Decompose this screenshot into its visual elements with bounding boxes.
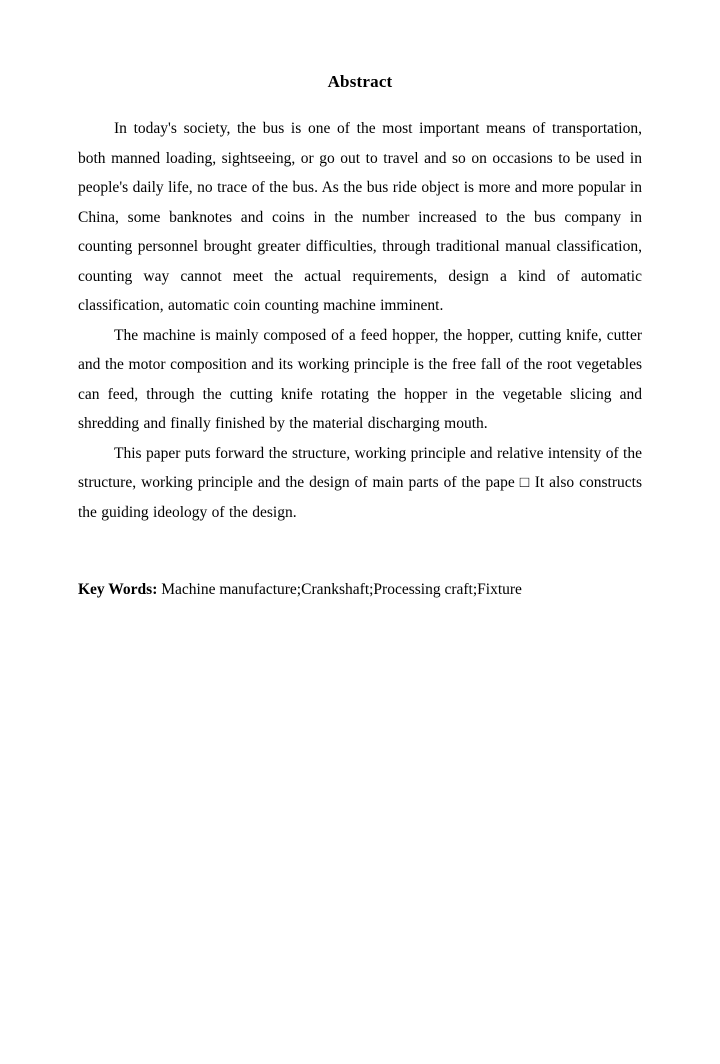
keywords-text: Machine manufacture;Crankshaft;Processing craft;Fixture — [157, 581, 522, 598]
abstract-paragraph-1: In today's society, the bus is one of the most important means of transportation, both manned loading, sightseeing, or go out to travel and so on occasions to be used in people's daily life, no trace of the bus. As the bus ride object is more and more popular in China, some banknotes and coins in the number increased to the bus company in counting personnel brought greater difficulties, through traditional manual classification, counting way cannot meet the actual requirements, design a kind of automatic classification, automatic coin counting machine imminent. — [78, 120, 642, 314]
abstract-paragraph-2: The machine is mainly composed of a feed hopper, the hopper, cutting knife, cutter and the motor composition and its working principle is the free fall of the root vegetables can feed, through the cutting knife rotating the hopper in the vegetable slicing and shredding and finally finished by the material discharging mouth. — [78, 326, 642, 432]
keywords-line — [78, 575, 642, 605]
page-title: Abstract — [327, 72, 393, 91]
abstract-paragraph-3: This paper puts forward the structure, working principle and relative intensity of the structure, working principle and the design of main parts of the pape □ It also constructs the guiding ideology of the design. — [78, 444, 642, 521]
keywords-label: Key Words: — [78, 581, 158, 598]
